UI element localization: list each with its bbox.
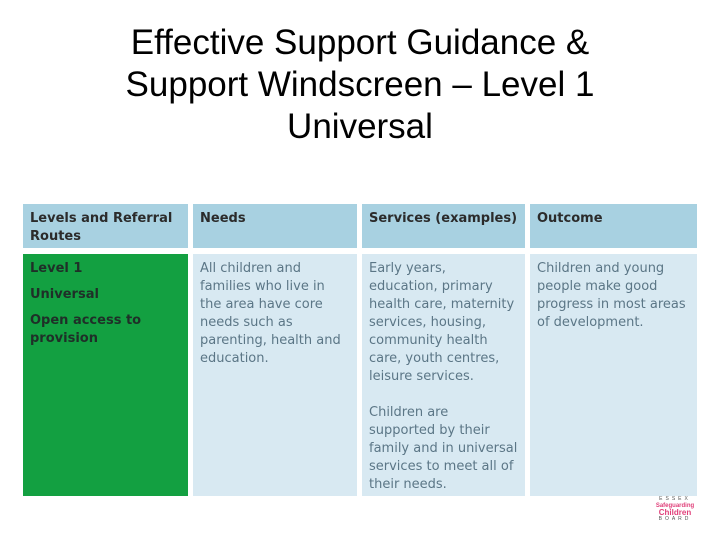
services-cell — [362, 254, 525, 496]
level-cell — [23, 254, 188, 496]
support-windscreen-table — [23, 204, 697, 496]
outcome-cell: Children and young people make good progress in most areas of development. — [530, 254, 697, 496]
logo-middle-text: Safeguarding — [655, 503, 695, 509]
slide-title — [40, 22, 680, 148]
essex-safeguarding-children-board-logo — [650, 497, 700, 522]
level-number: Level 1 — [30, 261, 83, 276]
logo-top-text: ESSEX — [659, 496, 691, 502]
title-line-1: Effective Support Guidance & — [130, 23, 590, 62]
header-services: Services (examples) — [362, 204, 525, 248]
needs-cell: All children and families who live in the area have core needs such as parenting, health and education. — [193, 254, 357, 496]
title-line-3: Universal — [287, 107, 433, 146]
logo-bottom-text: BOARD — [658, 516, 692, 522]
referral-route: Open access to provision — [30, 313, 142, 346]
header-levels-referral-routes: Levels and Referral Routes — [23, 204, 188, 248]
logo-main-text: Children — [658, 508, 692, 517]
services-examples: Early years, education, primary health care, maternity services, housing, community health care, youth centres, leisure services. — [369, 261, 515, 384]
title-line-2: Support Windscreen – Level 1 — [125, 65, 595, 104]
header-outcome: Outcome — [530, 204, 697, 248]
level-name: Universal — [30, 287, 99, 302]
header-needs: Needs — [193, 204, 357, 248]
services-support-note: Children are supported by their family and in universal services to meet all of their needs. — [369, 405, 518, 492]
